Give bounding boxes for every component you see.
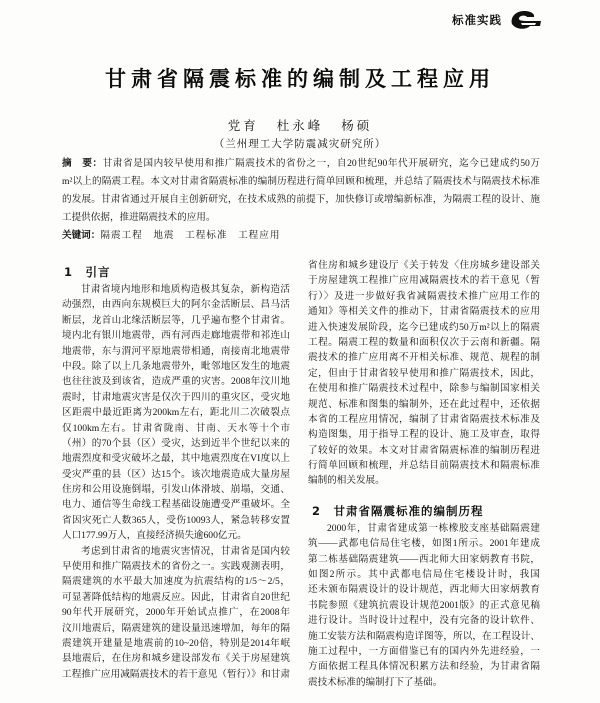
text-line: 规范、标准和图集的编制外，还在此过程中，还依据 (308, 398, 540, 410)
text-line: 早使用和推广隔震技术的省份之一。实践观测表明， (62, 561, 290, 573)
text-line: 本省的工程应用情况，编制了甘肃省隔震技术标准及 (308, 413, 540, 425)
text-line: 震技术标准的编制打下了基础。 (308, 676, 443, 688)
keywords-label: 关键词： (62, 230, 101, 241)
text-line: 区距震中最近距离为200km左右，距北川二次破裂点 (62, 407, 290, 419)
paragraph (62, 282, 290, 544)
text-line: 工程。隔震工程的数量和面积仅次于云南和新疆。隔 (308, 336, 540, 348)
text-line: 书院参照《建筑抗震设计规范2001版》的正式意见稿 (308, 599, 540, 611)
text-line: 震技术的推广应用离不开相关标准、规范、规程的制 (308, 352, 540, 364)
text-line: 也往往波及到该省，造成严重的灾害。2008年汶川地 (62, 376, 290, 388)
paragraph-continued (308, 258, 540, 489)
column-label: 标准实践 (452, 13, 502, 27)
text-line: 在使用和推广隔震技术过程中，除参与编制国家相关 (308, 383, 540, 395)
text-line: 了较好的效果。本文对甘肃省隔震标准的编制历程进 (308, 444, 540, 456)
text-line: 构造图集，用于指导工程的设计、施工及审查，取得 (308, 429, 540, 441)
text-line: 行）〉及进一步做好我省减隔震技术推广应用工作的 (308, 290, 540, 302)
text-line: 方面依据工程具体情况积累方法和经验，为甘肃省隔 (308, 661, 540, 673)
text-line: 定，但由于甘肃省较早使用和推广隔震技术，因此， (308, 367, 540, 379)
section-heading-introduction: 1 引言 (64, 265, 111, 279)
text-line: 还未颁布隔震设计的设计规范，西北师大田家炳教育 (308, 584, 540, 596)
left-column (62, 262, 290, 682)
text-line: 住房和公用设施倒塌，引发山体滑坡、崩塌，交通、 (62, 484, 290, 496)
text-line: 工程推广应用减隔震技术的若干意见（暂行）》和甘肃 (62, 668, 290, 680)
text-line: 甘肃省境内地形和地质构造极其复杂，新构造活 (81, 284, 290, 295)
text-line: 省因灾死亡人数365人，受伤10093人，紧急转移安置 (62, 514, 290, 526)
section-heading-standard-history: 2 甘肃省隔震标准的编制历程 (312, 503, 484, 518)
text-line: 震时，甘肃地震灾害是仅次于四川的重灾区，受灾地 (62, 391, 290, 403)
article-title: 甘肃省隔震标准的编制及工程应用 (105, 67, 495, 91)
author-name: 杜永峰 (276, 119, 324, 133)
author-name: 杨硕 (341, 119, 373, 133)
text-line: 隔震建筑的水平最大加速度为抗震结构的1/5～2/5， (62, 576, 290, 588)
text-line: 境内北有银川地震带，西有河西走廊地震带和祁连山 (62, 330, 290, 342)
text-line: 可显著降低结构的地震反应。因此，甘肃省自20世纪 (62, 591, 290, 603)
text-line: （州）的70个县（区）受灾，达到近半个世纪以来的 (62, 437, 290, 449)
right-column (308, 258, 540, 690)
text-line: 进入快速发展阶段，迄今已建成约50万m²以上的隔震 (308, 321, 540, 333)
text-line: 电力、通信等生命线工程基础设施遭受严重破坏。全 (62, 499, 290, 511)
text-line: 筑——武都电信局住宅楼，如图1所示。2001年建成 (308, 538, 540, 550)
text-line: 人口177.99万人，直接经济损失逾600亿元。 (62, 530, 247, 542)
abstract-line: 工提供依据，推进隔震技术的应用。 (62, 212, 216, 223)
text-line: 县地震后，在住房和城乡建设部发布《关于房屋建筑 (62, 653, 290, 665)
text-line: 如图2所示。其中武都电信局住宅楼设计时，我国 (308, 569, 540, 581)
text-line: 考虑到甘肃省的地震灾害情况，甘肃省是国内较 (81, 545, 290, 557)
text-line: 施工安装方法和隔震构造详图等，所以，在工程设计、 (308, 630, 540, 642)
text-line: 中段。除了以上几条地震带外，毗邻地区发生的地震 (62, 360, 290, 372)
abstract-line (62, 155, 540, 173)
abstract-line: 的发展。甘肃省通过开展自主创新研究，在技术成熟的前提下，加快修订或增编新标准，为隔震工程的设计、施 (62, 194, 540, 205)
text-line: 省住房和城乡建设厅《关于转发〈住房城乡建设部关 (308, 260, 540, 271)
text-line: 90年代开展研究，2000年开始试点推广，在2008年 (62, 607, 290, 619)
text-line: 进行设计。当时设计过程中，没有完备的设计软件、 (308, 615, 540, 627)
text-line: 震建筑开建量是地震前的10~20倍，特别是2014年岷 (62, 637, 290, 649)
text-line: 于房屋建筑工程推广应用减隔震技术的若干意见（暂 (308, 275, 540, 287)
abstract-label: 摘 要： (62, 158, 103, 169)
keywords-text: 隔震工程 地震 工程标准 工程应用 (100, 230, 281, 241)
text-line: 断层，龙首山北缘活断层等，几乎遍布整个甘肃省。 (62, 314, 290, 326)
affiliation: （兰州理工大学防震减灾研究所） (213, 139, 387, 150)
text-line: 地震烈度和受灾破坏之最，其中地震烈度在VI度以上 (62, 453, 290, 465)
text-line: 地震带，东与渭河平原地震带相通，南接南北地震带 (62, 345, 290, 357)
text-line: 受灾严重的县（区）达15个。该次地震造成大量房屋 (62, 468, 290, 480)
abstract-text: 甘肃省是国内较早使用和推广隔震技术的省份之一，自20世纪90年代开展研究，迄今已建成约50万 (102, 158, 540, 169)
author-name: 党育 (227, 119, 259, 133)
text-line: 行简单回顾和梳理，并总结目前隔震技术和隔震标准 (308, 460, 540, 472)
abstract (62, 155, 540, 227)
text-line: 第二栋基础隔震建筑——西北师大田家炳教育书院， (308, 553, 540, 565)
running-header (452, 9, 542, 31)
text-line: 施工过程中，一方面借鉴已有的国内外先进经验，一 (308, 645, 540, 657)
text-line: 汶川地震后，隔震建筑的建设量迅速增加，每年的隔 (62, 622, 290, 634)
text-line: 仅100km左右。甘肃省陇南、甘南、天水等十个市 (62, 422, 290, 434)
text-line: 2000年，甘肃省建成第一栋橡胶支座基础隔震建 (327, 522, 540, 534)
keywords (62, 227, 540, 245)
author-list (100, 117, 500, 135)
text-line: 动强烈，由西向东规模巨大的阿尔金活断层、昌马活 (62, 299, 290, 311)
text-line: 编制的相关发展。 (308, 475, 385, 487)
text-line: 通知》等相关文件的推动下，甘肃省隔震技术的应用 (308, 306, 540, 318)
abstract-line: m²以上的隔震工程。本文对甘肃省隔震标准的编制历程进行简单回顾和梳理，并总结了隔震技术与隔震技术标准 (62, 176, 540, 187)
paragraph (308, 521, 540, 690)
journal-logo-icon (508, 9, 542, 31)
paragraph (62, 544, 290, 683)
